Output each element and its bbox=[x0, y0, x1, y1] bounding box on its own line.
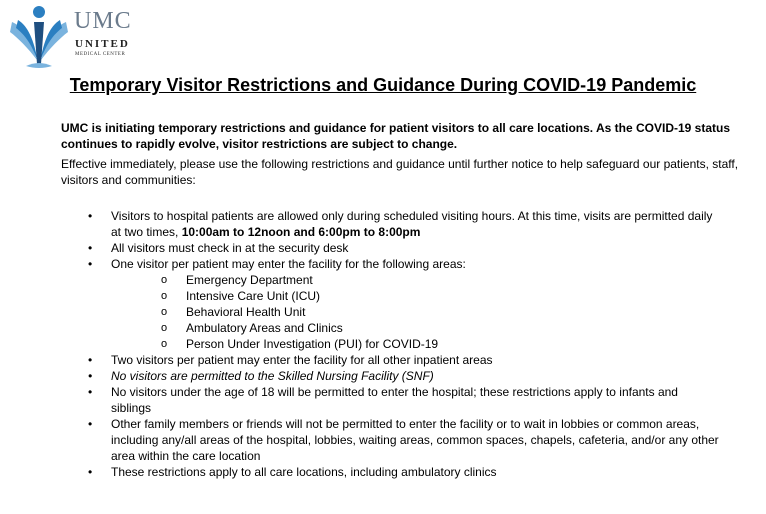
sub-list-item: o Emergency Department bbox=[111, 272, 721, 288]
list-item bbox=[61, 256, 721, 352]
umc-logo bbox=[8, 4, 138, 72]
restrictions-list bbox=[61, 208, 721, 480]
one-visitor-text: One visitor per patient may enter the facility for the following areas: bbox=[111, 257, 466, 271]
logo-name: UMC bbox=[74, 8, 132, 34]
visiting-hours-text: Visitors to hospital patients are allowed only during scheduled visiting hours. At this time, visits are permitted daily at two times, bbox=[111, 209, 713, 239]
list-item: • No visitors are permitted to the Skilled Nursing Facility (SNF) bbox=[61, 368, 721, 384]
list-item: • All visitors must check in at the security desk bbox=[61, 240, 721, 256]
sub-list-item: o Behavioral Health Unit bbox=[111, 304, 721, 320]
sub-list-item: o Intensive Care Unit (ICU) bbox=[111, 288, 721, 304]
sub-list-item: o Person Under Investigation (PUI) for COVID-19 bbox=[111, 336, 721, 352]
list-item bbox=[61, 208, 721, 240]
logo-subtitle: MEDICAL CENTER bbox=[75, 52, 126, 57]
list-item: • These restrictions apply to all care locations, including ambulatory clinics bbox=[61, 464, 721, 480]
intro-paragraph: Effective immediately, please use the following restrictions and guidance until further notice to help safeguard our patients, staff, visitors and communities: bbox=[61, 157, 739, 187]
page-title: Temporary Visitor Restrictions and Guidance During COVID-19 Pandemic bbox=[69, 75, 697, 95]
list-item: • Other family members or friends will not be permitted to enter the facility or to wait in lobbies or common areas, including any/all areas of the hospital, lobbies, waiting areas, common spaces, chapels, cafeteria, and/or any other area within the care location bbox=[61, 416, 721, 464]
logo-united: UNITED bbox=[75, 38, 130, 50]
intro-bold-paragraph: UMC is initiating temporary restrictions and guidance for patient visitors to all care locations. As the COVID-19 status continues to rapidly evolve, visitor restrictions are subject to change. bbox=[61, 121, 731, 151]
list-item: • Two visitors per patient may enter the facility for all other inpatient areas bbox=[61, 352, 721, 368]
list-item: • No visitors under the age of 18 will be permitted to enter the hospital; these restrictions apply to infants and siblings bbox=[61, 384, 721, 416]
visiting-hours-times: 10:00am to 12noon and 6:00pm to 8:00pm bbox=[181, 225, 421, 239]
one-visitor-areas-list bbox=[111, 272, 721, 352]
umc-logo-icon bbox=[8, 4, 72, 72]
sub-list-item: o Ambulatory Areas and Clinics bbox=[111, 320, 721, 336]
